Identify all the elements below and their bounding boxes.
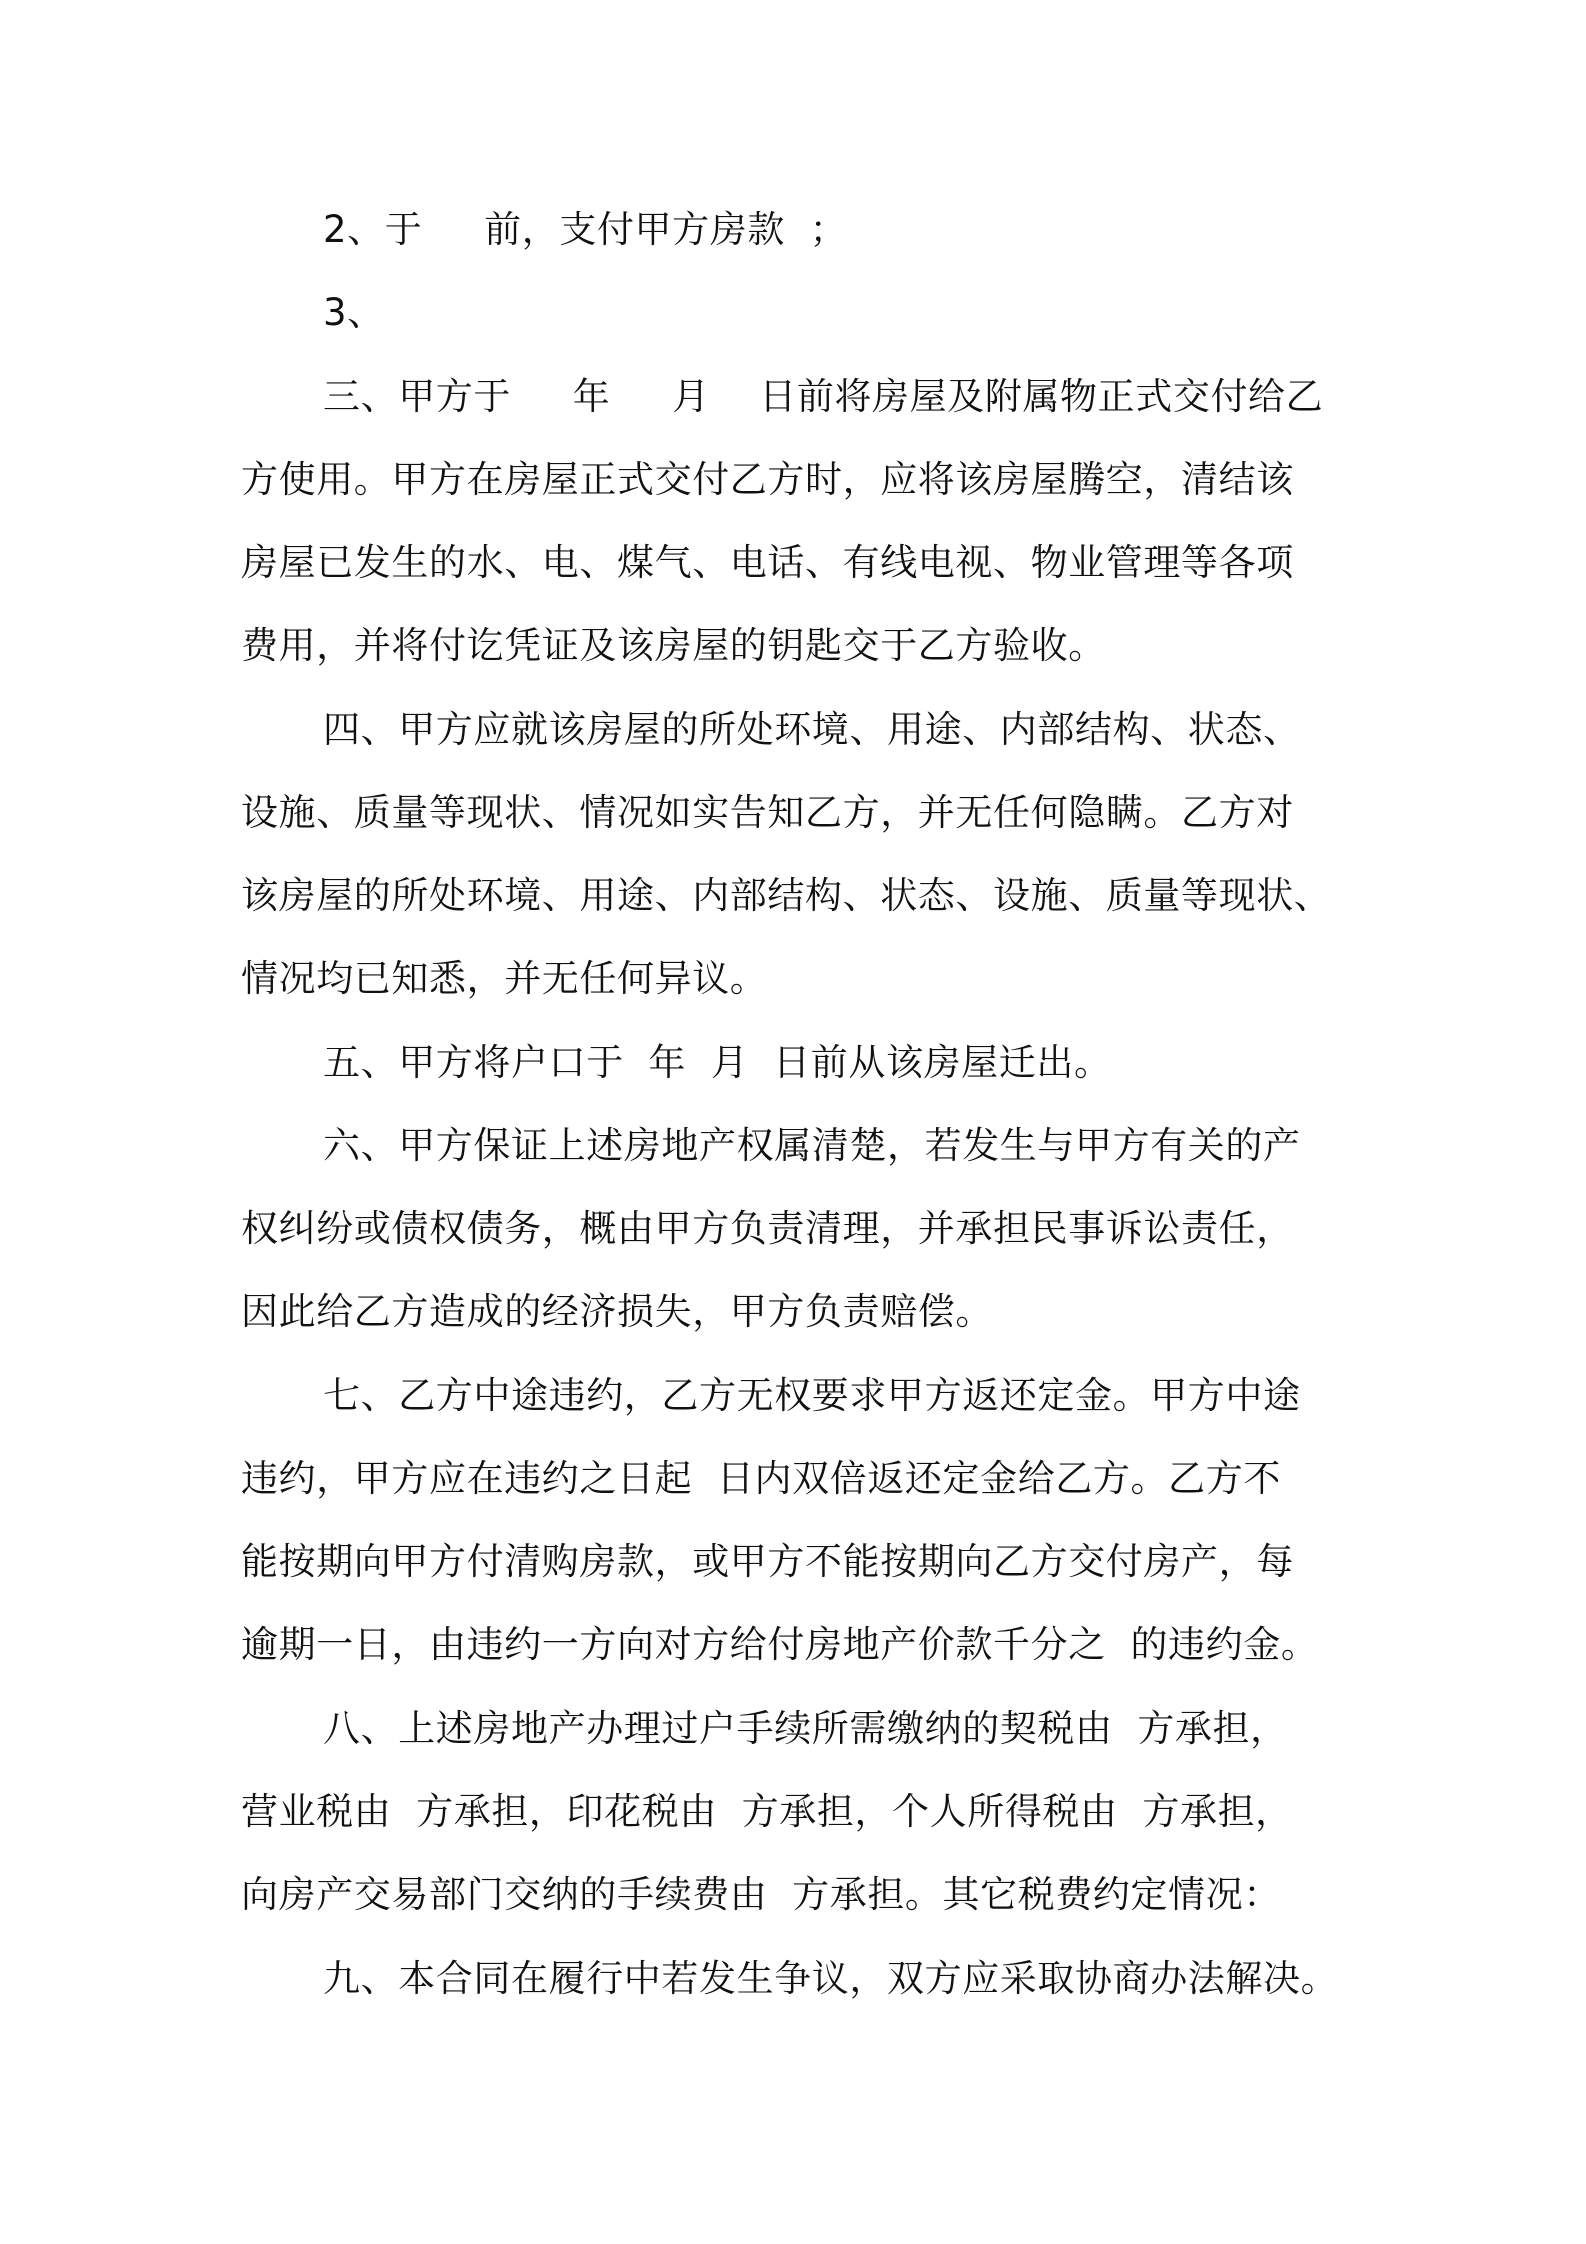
article-3-line-1: 三、甲方于 年 月 日前将房屋及附属物正式交付给乙 — [323, 375, 1324, 418]
article-9-line: 九、本合同在履行中若发生争议，双方应采取协商办法解决。 — [323, 1957, 1339, 2000]
article-5-line: 五、甲方将户口于 年 月 日前从该房屋迁出。 — [323, 1041, 1112, 1084]
article-7-line-4: 逾期一日，由违约一方向对方给付房地产价款千分之 的违约金。 — [241, 1623, 1319, 1666]
article-6-line-3: 因此给乙方造成的经济损失，甲方负责赔偿。 — [241, 1290, 993, 1333]
article-3-line-2: 方使用。甲方在房屋正式交付乙方时，应将该房屋腾空，清结该 — [241, 458, 1294, 501]
article-3-line-4: 费用，并将付讫凭证及该房屋的钥匙交于乙方验收。 — [241, 624, 1106, 667]
article-4-line-4: 情况均已知悉，并无任何异议。 — [241, 957, 768, 1000]
article-8-line-3: 向房产交易部门交纳的手续费由 方承担。其它税费约定情况： — [241, 1873, 1281, 1916]
article-4-line-3: 该房屋的所处环境、用途、内部结构、状态、设施、质量等现状、 — [241, 874, 1332, 917]
article-7-line-3: 能按期向甲方付清购房款，或甲方不能按期向乙方交付房产，每 — [241, 1540, 1294, 1583]
article-8-line-2: 营业税由 方承担，印花税由 方承担，个人所得税由 方承担， — [241, 1790, 1293, 1833]
article-4-line-2: 设施、质量等现状、情况如实告知乙方，并无任何隐瞒。乙方对 — [241, 791, 1294, 834]
article-7-line-1: 七、乙方中途违约，乙方无权要求甲方返还定金。甲方中途 — [323, 1374, 1301, 1417]
clause-3-line: 3、 — [323, 291, 385, 334]
article-4-line-1: 四、甲方应就该房屋的所处环境、用途、内部结构、状态、 — [323, 708, 1301, 751]
article-8-line-1: 八、上述房地产办理过户手续所需缴纳的契税由 方承担， — [323, 1707, 1288, 1750]
clause-2-line: 2、于 前，支付甲方房款 ； — [323, 208, 848, 251]
article-3-line-3: 房屋已发生的水、电、煤气、电话、有线电视、物业管理等各项 — [241, 541, 1294, 584]
article-6-line-2: 权纠纷或债权债务，概由甲方负责清理，并承担民事诉讼责任， — [241, 1207, 1294, 1250]
article-7-line-2: 违约，甲方应在违约之日起 日内双倍返还定金给乙方。乙方不 — [241, 1457, 1281, 1500]
article-6-line-1: 六、甲方保证上述房地产权属清楚，若发生与甲方有关的产 — [323, 1124, 1301, 1167]
